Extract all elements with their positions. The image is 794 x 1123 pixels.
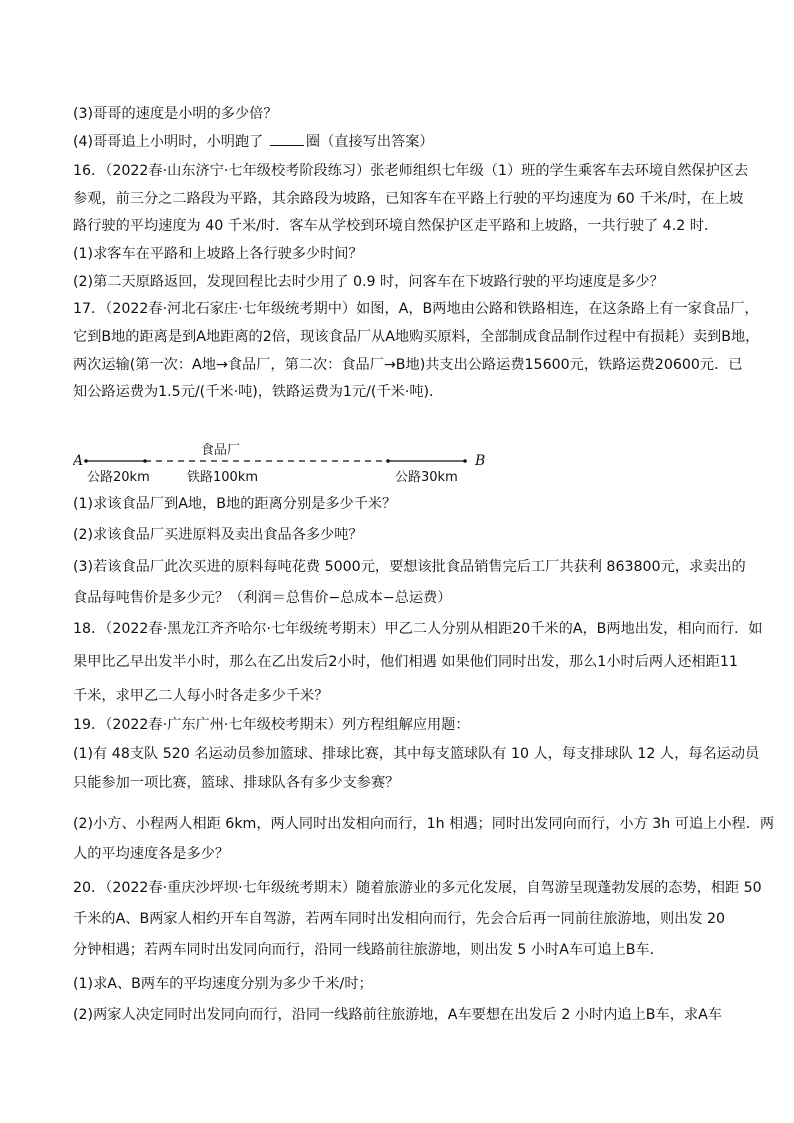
q18-line3: 千米，求甲乙二人每小时各走多少千米？ [73,688,329,704]
point-b-dot [463,459,467,463]
q20-part2: (2)两家人决定同时出发同向而行，沿同一线路前往旅游地，A车要想在出发后 2 小时内追上B车，求A车 [73,1007,722,1023]
station-dot-2 [386,459,390,463]
q20-line3: 分钟相遇；若两车同时出发同向而行，沿同一线路前往旅游地，则出发 5 小时A车可追上B车． [73,942,664,958]
q17-line3: 两次运输(第一次：A地→食品厂，第二次：食品厂→B地)共支出公路运费15600元，铁路运费20600元．已 [73,357,743,373]
q16-line2: 参观，前三分之二路段为平路，其余路段为坡路，已知客车在平路上行驶的平均速度为 60 千米/时，在上坡 [73,191,744,207]
q16-part1: (1)求客车在平路和上坡路上各行驶多少时间？ [73,246,363,262]
q18-line2: 果甲比乙早出发半小时，那么在乙出发后2小时，他们相遇 如果他们同时出发，那么1小时后两人还相距11 [73,654,738,670]
label-a: A [73,453,84,469]
q19-part2-line1: (2)小方、小程两人相距 6km，两人同时出发相向而行，1h 相遇；同时出发同向而行，小方 3h 可追上小程．两 [73,816,775,832]
q15-part4-suffix: 圈（直接写出答案） [305,134,434,150]
q16-line1: 16．（2022春·山东济宁·七年级校考阶段练习）张老师组织七年级（1）班的学生乘客车去环境自然保护区去 [73,163,749,179]
q20-part1: (1)求A、B两车的平均速度分别为多少千米/时； [73,976,373,992]
q17-line1: 17．（2022春·河北石家庄·七年级统考期中）如图，A，B两地由公路和铁路相连，在这条路上有一家食品厂， [73,301,759,317]
q17-line4: 知公路运费为1.5元/(千米·吨)，铁路运费为1元/(千米·吨)． [73,384,444,400]
q20-line2: 千米的A、B两家人相约开车自驾游，若两车同时出发相向而行，先会合后再一同前往旅游地，则出发 20 [73,911,726,927]
q15-part4 [73,131,733,153]
road1-label: 公路20km [87,470,150,485]
road2-label: 公路30km [395,470,458,485]
q17-part1: (1)求该食品厂到A地，B地的距离分别是多少千米？ [73,496,397,512]
q17-part2: (2)求该食品厂买进原料及卖出食品各多少吨？ [73,527,363,543]
q17-part3-line2: 食品每吨售价是多少元？（利润＝总售价−总成本−总运费） [73,590,452,606]
q17-part3-line1: (3)若该食品厂此次买进的原料每吨花费 5000元，要想该批食品销售完后工厂共获利 863800元，求卖出的 [73,559,746,575]
q18-line1: 18．（2022春·黑龙江齐齐哈尔·七年级统考期末）甲乙二人分别从相距20千米的A，B两地出发，相向而行．如 [73,621,763,637]
point-a-dot [84,459,88,463]
station-dot-1 [143,459,147,463]
rail-label: 铁路100km [187,470,259,485]
factory-label: 食品厂 [201,443,241,458]
route-diagram [73,440,493,492]
q20-line1: 20．（2022春·重庆沙坪坝·七年级统考期末）随着旅游业的多元化发展，自驾游呈现蓬勃发展的态势，相距 50 [73,880,762,896]
q17-line2: 它到B地的距离是到A地距离的2倍，现该食品厂从A地购买原料，全部制成食品制作过程中有损耗）卖到B地， [73,329,760,345]
q19-part2-line2: 人的平均速度各是多少？ [73,846,230,862]
q15-part3: (3)哥哥的速度是小明的多少倍？ [73,106,278,122]
q19-part1-line1: (1)有 48支队 520 名运动员参加篮球、排球比赛，其中每支篮球队有 10 人，每支排球队 12 人，每名运动员 [73,746,760,762]
q16-line3: 路行驶的平均速度为 40 千米/时．客车从学校到环境自然保护区走平路和上坡路，一共行驶了 4.2 时． [73,218,719,234]
q15-part4-text: (4)哥哥追上小明时，小明跑了 [73,134,264,150]
q19-line1: 19．（2022春·广东广州·七年级校考期末）列方程组解应用题： [73,717,470,733]
q16-part2: (2)第二天原路返回，发现回程比去时少用了 0.9 时，问客车在下坡路行驶的平均速度是多少？ [73,274,664,290]
label-b: B [475,453,486,469]
q19-part1-line2: 只能参加一项比赛，篮球、排球队各有多少支参赛？ [73,775,400,791]
answer-blank[interactable] [270,131,304,146]
